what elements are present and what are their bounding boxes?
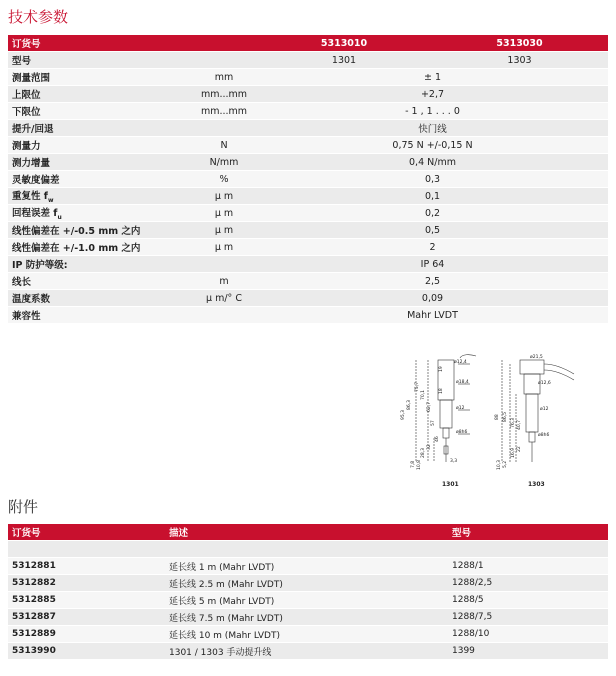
specs-row (8, 69, 608, 86)
spec-label: 线长 (8, 273, 191, 290)
spec-unit: μ m/° C (191, 290, 257, 307)
spec-value: 2,5 (257, 273, 608, 290)
dim-label: 86,3 (407, 399, 412, 410)
accessory-row (8, 558, 608, 575)
specs-row (8, 137, 608, 154)
acc-header-desc: 描述 (165, 524, 448, 541)
dimension-drawing (398, 350, 576, 498)
acc-model: 1288/1 (448, 558, 608, 575)
acc-model: 1288/2,5 (448, 575, 608, 592)
acc-code: 5313990 (8, 643, 165, 660)
acc-header-model: 型号 (448, 524, 608, 541)
accessory-row (8, 575, 608, 592)
dim-label: 3,3 (450, 459, 458, 464)
dim-label: 40,7 (517, 419, 522, 430)
acc-model: 1288/5 (448, 592, 608, 609)
specs-header-row (8, 35, 608, 52)
dim-label: 70,1 (421, 389, 426, 400)
probe-1301-drawing (416, 355, 476, 462)
dim-label: 19 (439, 366, 444, 372)
specs-row (8, 188, 608, 205)
spec-unit: mm...mm (191, 86, 257, 103)
spec-label: 回程误差 $f_u$ (8, 205, 191, 222)
specs-row (8, 154, 608, 171)
drawing-caption-1303: 1303 (528, 481, 545, 488)
dim-label: 76,3 (511, 417, 516, 428)
spec-value: 0,2 (257, 205, 608, 222)
specs-table (8, 35, 608, 324)
spec-label: 提升/回退 (8, 120, 191, 137)
acc-code: 5312887 (8, 609, 165, 626)
spec-unit: m (191, 273, 257, 290)
spec-label: 灵敏度偏差 (8, 171, 191, 188)
spec-label-subscript: u (57, 213, 62, 221)
acc-desc: 1301 / 1303 手动提升线 (165, 643, 448, 660)
specs-body (8, 52, 608, 324)
specs-row (8, 86, 608, 103)
spec-unit: μ m (191, 222, 257, 239)
acc-model (448, 541, 608, 558)
acc-desc (165, 541, 448, 558)
accessories-body (8, 541, 608, 660)
spec-label: 下限位 (8, 103, 191, 120)
dim-label: ø8h6 (538, 433, 550, 438)
dim-label: 10,3 (497, 459, 502, 470)
specs-row (8, 52, 608, 69)
probe-1301-dims (400, 359, 469, 488)
specs-row (8, 103, 608, 120)
spec-label: 兼容性 (8, 307, 191, 324)
acc-code: 5312881 (8, 558, 165, 575)
spec-unit: μ m (191, 205, 257, 222)
acc-desc: 延长线 5 m (Mahr LVDT) (165, 592, 448, 609)
accessories-table (8, 524, 608, 660)
dim-label: 86,5 (503, 411, 508, 422)
spec-value: 0,1 (257, 188, 608, 205)
specs-row (8, 290, 608, 307)
specs-header-label: 订货号 (8, 35, 191, 52)
spec-value: 0,75 N +/-0,15 N (257, 137, 608, 154)
spec-value: 0,5 (257, 222, 608, 239)
spec-unit: mm (191, 69, 257, 86)
specs-header-col2: 5313030 (431, 35, 608, 52)
dim-label: 22 (517, 446, 522, 452)
dim-label: ø21,5 (530, 355, 543, 360)
drawing-caption-1301: 1301 (442, 481, 459, 488)
acc-model: 1288/7,5 (448, 609, 608, 626)
specs-row (8, 307, 608, 324)
acc-code (8, 541, 165, 558)
accessory-row (8, 643, 608, 660)
spec-label: 上限位 (8, 86, 191, 103)
specs-row (8, 205, 608, 222)
dim-label: 57 (431, 420, 436, 426)
dim-label: 95,3 (401, 409, 406, 420)
specs-row (8, 256, 608, 273)
accessory-row (8, 592, 608, 609)
accessories-header-row (8, 524, 608, 541)
spec-value: 0,4 N/mm (257, 154, 608, 171)
spec-value-1: 1301 (257, 52, 431, 69)
spec-label: 型号 (8, 52, 191, 69)
spec-label: 测量力 (8, 137, 191, 154)
dim-label: ø12,4 (454, 360, 467, 365)
spec-unit (191, 256, 257, 273)
acc-desc: 延长线 1 m (Mahr LVDT) (165, 558, 448, 575)
dim-label: 46 (435, 436, 440, 442)
spec-unit: N (191, 137, 257, 154)
specs-row (8, 222, 608, 239)
accessories-title: 附件 (8, 498, 39, 516)
specs-row (8, 273, 608, 290)
specs-row (8, 239, 608, 256)
acc-desc: 延长线 7.5 m (Mahr LVDT) (165, 609, 448, 626)
acc-model: 1399 (448, 643, 608, 660)
dim-label: 88 (495, 414, 500, 420)
acc-header-code: 订货号 (8, 524, 165, 541)
dim-label: 32 (427, 444, 432, 450)
spec-value: Mahr LVDT (257, 307, 608, 324)
acc-model: 1288/10 (448, 626, 608, 643)
spec-value: IP 64 (257, 256, 608, 273)
specs-row (8, 120, 608, 137)
spec-value-2: 1303 (431, 52, 608, 69)
specs-header-col1: 5313010 (257, 35, 431, 52)
spec-label: 测量范围 (8, 69, 191, 86)
spec-unit (191, 52, 257, 69)
spec-label: 线性偏差在 +/-1.0 mm 之内 (8, 239, 191, 256)
spec-unit (191, 120, 257, 137)
spec-label: IP 防护等级: (8, 256, 191, 273)
spec-label: 重复性 $f_w$ (8, 188, 191, 205)
spec-unit: % (191, 171, 257, 188)
dim-label: 75,7 (415, 381, 420, 392)
dim-label: ø18,4 (456, 380, 469, 385)
spec-unit: N/mm (191, 154, 257, 171)
spec-value: 0,09 (257, 290, 608, 307)
spec-value: 0,3 (257, 171, 608, 188)
probe-1303-drawing (502, 360, 574, 462)
dim-label: ø12 (540, 407, 549, 412)
spec-label: 温度系数 (8, 290, 191, 307)
spec-unit: μ m (191, 188, 257, 205)
spec-unit: μ m (191, 239, 257, 256)
acc-code: 5312889 (8, 626, 165, 643)
spec-value: 快门线 (257, 120, 608, 137)
spec-label: 测力增量 (8, 154, 191, 171)
specs-title: 技术参数 (8, 8, 69, 26)
accessory-row (8, 609, 608, 626)
dim-label: ø8h6 (456, 430, 468, 435)
spec-value: ± 1 (257, 69, 608, 86)
dim-label: 16,9 (511, 447, 516, 458)
spec-label-subscript: w (47, 196, 54, 204)
acc-code: 5312885 (8, 592, 165, 609)
specs-header-unit (191, 35, 257, 52)
dim-label: 28,3 (421, 447, 426, 458)
spec-unit: mm...mm (191, 103, 257, 120)
dim-label: 7,8 (411, 460, 416, 468)
spec-value: +2,7 (257, 86, 608, 103)
dim-label: ø12 (456, 406, 465, 411)
acc-desc: 延长线 2.5 m (Mahr LVDT) (165, 575, 448, 592)
dim-label: 10,8 (417, 459, 422, 470)
dim-label: ø12,6 (538, 381, 551, 386)
dim-label: 62,7 (427, 401, 432, 412)
dim-label: 5,2 (503, 460, 508, 468)
acc-code: 5312882 (8, 575, 165, 592)
accessory-row (8, 626, 608, 643)
spec-value: 2 (257, 239, 608, 256)
accessory-row (8, 541, 608, 558)
spec-unit (191, 307, 257, 324)
spec-value: - 1 , 1 . . . 0 (257, 103, 608, 120)
spec-label: 线性偏差在 +/-0.5 mm 之内 (8, 222, 191, 239)
acc-desc: 延长线 10 m (Mahr LVDT) (165, 626, 448, 643)
specs-row (8, 171, 608, 188)
dim-label: 18 (439, 388, 444, 394)
